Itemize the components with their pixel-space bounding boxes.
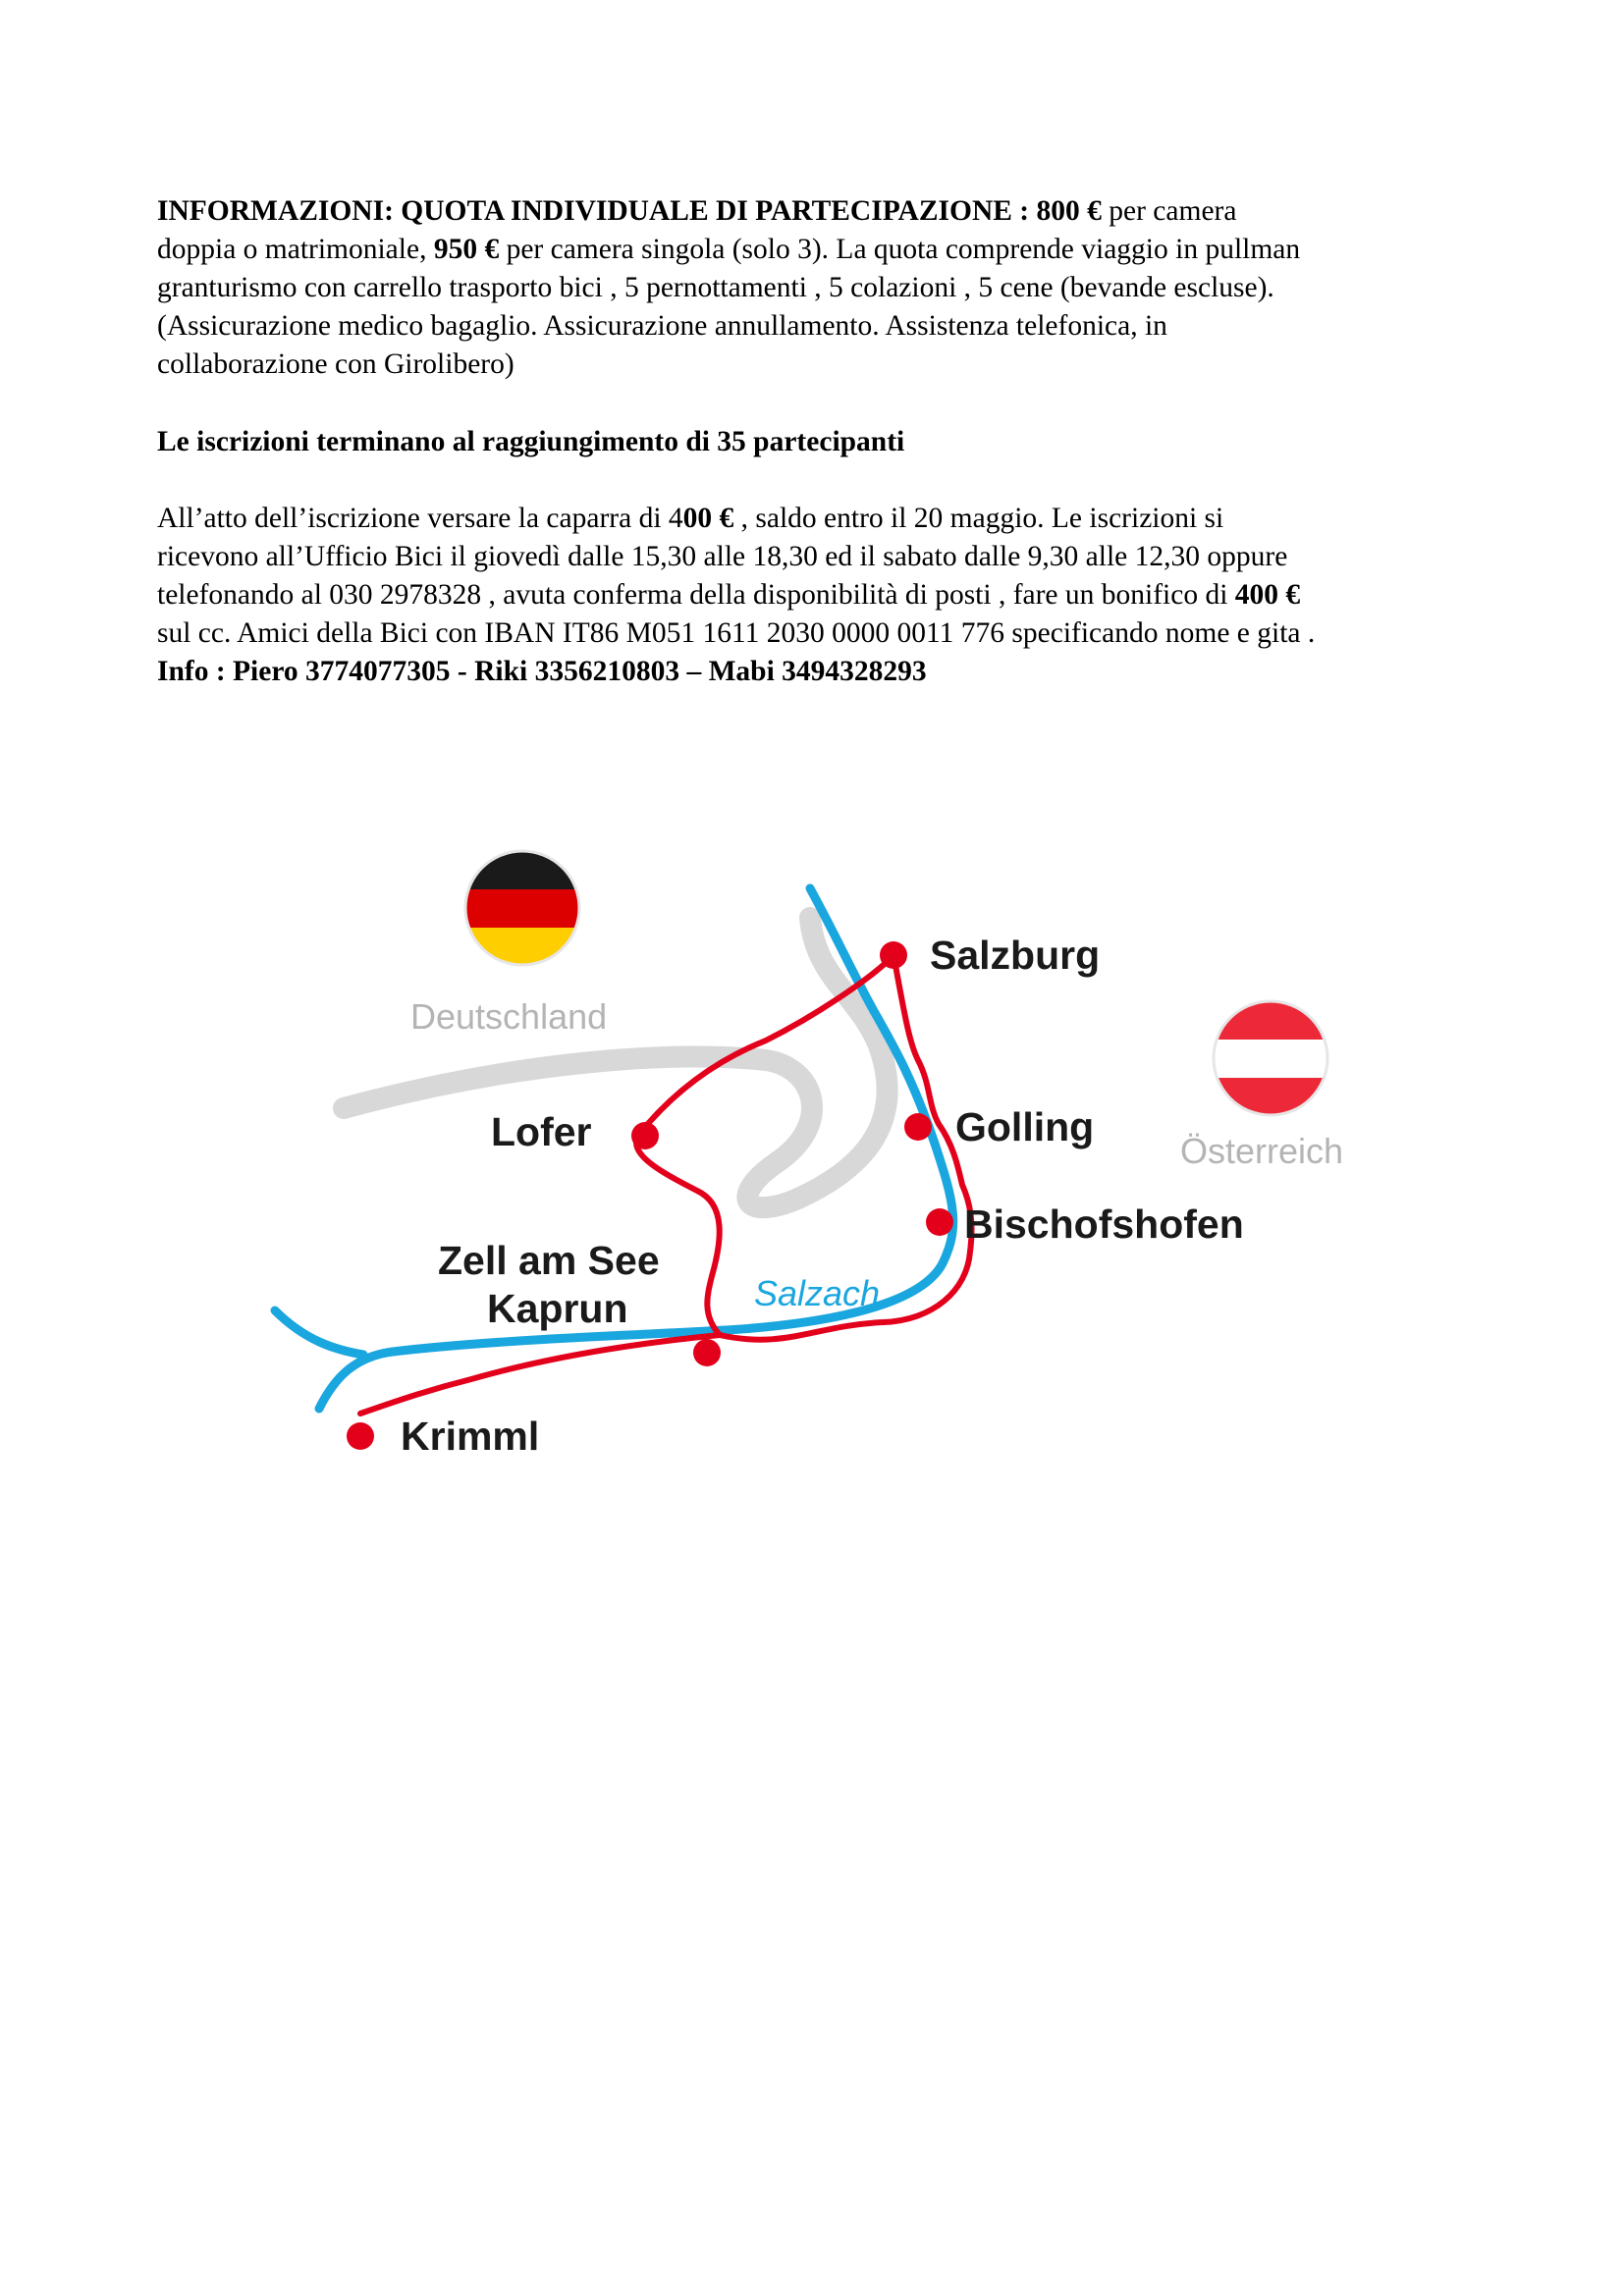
marker-bischofshofen — [926, 1208, 953, 1236]
country-label-germany: Deutschland — [410, 996, 608, 1037]
route-map — [265, 849, 1384, 1477]
town-label-kaprun: Kaprun — [487, 1286, 628, 1331]
info-text-3: per camera singola (solo 3). La quota comprende viaggio in pullman — [499, 234, 1301, 265]
info-label: INFORMAZIONI: QUOTA INDIVIDUALE DI PARTECIPAZIONE : — [157, 195, 1030, 227]
info-paragraph — [157, 192, 1512, 384]
payment-text-1a: All’atto dell’iscrizione versare la caparra di 4 — [157, 503, 683, 534]
marker-lofer — [631, 1122, 659, 1149]
austria-flag-icon — [1214, 1001, 1327, 1117]
contacts-line: Info : Piero 3774077305 - Riki 3356210803 – Mabi 3494328293 — [157, 656, 927, 687]
info-text-1: per camera — [1101, 195, 1237, 227]
payment-line-1 — [157, 500, 1512, 538]
info-text-5: (Assicurazione medico bagaglio. Assicurazione annullamento. Assistenza telefonica, in — [157, 310, 1167, 342]
town-label-bischofshofen: Bischofshofen — [964, 1201, 1244, 1247]
info-text-4: granturismo con carrello trasporto bici , 5 pernottamenti , 5 colazioni , 5 cene (bevande escluse). — [157, 272, 1274, 303]
payment-paragraph — [157, 500, 1512, 691]
country-label-austria: Österreich — [1180, 1131, 1344, 1171]
town-label-zell-am-see: Zell am See — [438, 1238, 660, 1283]
deposit-amount: 00 € — [682, 503, 734, 534]
marker-salzburg — [880, 941, 907, 969]
price-double: 800 € — [1036, 195, 1102, 227]
closing-paragraph — [157, 423, 1512, 461]
payment-text-1b: , saldo entro il 20 maggio. Le iscrizioni si — [733, 503, 1224, 534]
info-line-1 — [157, 192, 1512, 231]
marker-krimml — [347, 1422, 374, 1450]
transfer-amount: 400 € — [1234, 579, 1301, 611]
info-text-6: collaborazione con Girolibero) — [157, 348, 514, 380]
marker-golling — [904, 1113, 932, 1141]
payment-text-4: sul cc. Amici della Bici con IBAN IT86 M051 1611 2030 0000 0011 776 specificando nome e gita . — [157, 617, 1316, 649]
border-line — [344, 918, 888, 1207]
price-single: 950 € — [433, 234, 500, 265]
info-line-2 — [157, 231, 1512, 269]
payment-text-2: ricevono all’Ufficio Bici il giovedì dalle 15,30 alle 18,30 ed il sabato dalle 9,30 alle 12,30 oppure — [157, 541, 1288, 572]
payment-line-3 — [157, 576, 1512, 614]
closing-text: Le iscrizioni terminano al raggiungimento di 35 partecipanti — [157, 426, 905, 457]
info-text-2: doppia o matrimoniale, — [157, 234, 434, 265]
marker-zell-am-see — [693, 1339, 721, 1366]
town-label-krimml: Krimml — [401, 1414, 540, 1459]
town-label-golling: Golling — [955, 1104, 1095, 1149]
germany-flag-icon — [465, 851, 579, 967]
river-tributary — [275, 1310, 363, 1355]
town-label-salzburg: Salzburg — [930, 933, 1101, 978]
payment-text-3a: telefonando al 030 2978328 , avuta conferma della disponibilità di posti , fare un bonifico di — [157, 579, 1235, 611]
town-label-lofer: Lofer — [491, 1109, 592, 1154]
river-label-salzach: Salzach — [754, 1273, 881, 1313]
